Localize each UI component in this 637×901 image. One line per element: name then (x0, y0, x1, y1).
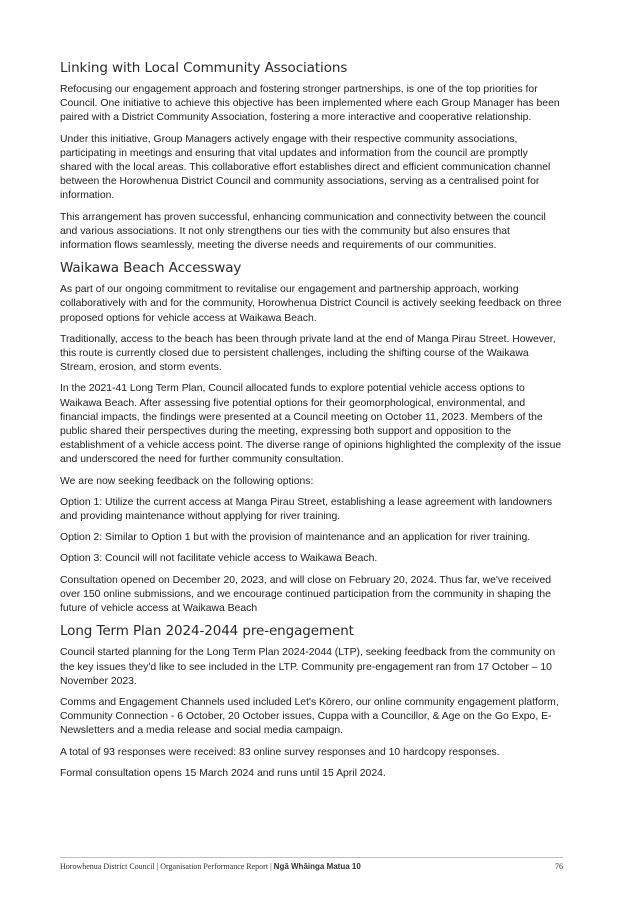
paragraph: Comms and Engagement Channels used included Let's Kōrero, our online community engagement platform, Community Connection - 6 October, 20 October issues, Cuppa with a Councillor, & Age on the Go Expo, E-Newsletters and a media release and social media campaign. (60, 696, 559, 737)
paragraph: A total of 93 responses were received: 83 online survey responses and 10 hardcopy responses. (60, 746, 500, 758)
footer-caption (60, 862, 361, 871)
option-item: Option 3: Council will not facilitate vehicle access to Waikawa Beach. (60, 553, 378, 565)
paragraph: This arrangement has proven successful, enhancing communication and connectivity between the council and various associations. It not only strengthens our ties with the community but also ensures that information flows seamlessly, meeting the diverse needs and requirements of our communities. (60, 211, 546, 252)
document-body (60, 60, 562, 788)
paragraph: Traditionally, access to the beach has been through private land at the end of Manga Pirau Street. However, this route is currently closed due to persistent challenges, including the shifting course of the Waikawa Stream, erosion, and storm events. (60, 333, 556, 374)
page-number: 76 (555, 862, 563, 871)
paragraph: We are now seeking feedback on the following options: (60, 475, 314, 487)
section-heading: Long Term Plan 2024-2044 pre-engagement (60, 623, 354, 640)
footer-report-title: Ngā Whāinga Matua 10 (273, 862, 361, 871)
section-waikawa-beach (60, 260, 562, 616)
paragraph: Consultation opened on December 20, 2023, and will close on February 20, 2024. Thus far, we've received over 150 online submissions, and we encourage continued participation from the community in shaping the future of vehicle access at Waikawa Beach (60, 574, 552, 615)
section-long-term-plan (60, 623, 562, 781)
footer-divider (60, 857, 563, 858)
section-heading: Linking with Local Community Associations (60, 60, 348, 76)
paragraph: Refocusing our engagement approach and fostering stronger partnerships, is one of the top priorities for Council. One initiative to achieve this objective has been implemented where each Group Manager has been paired with a District Community Association, fostering a more interactive and cooperative relationship. (60, 84, 560, 124)
paragraph: Under this initiative, Group Managers actively engage with their respective community associations, participating in meetings and ensuring that vital updates and information from the council are promptly shared with the local areas. This collaborative effort establishes direct and efficient communication channel between the Horowhenua District Council and community associations, serving as a centralised point for information. (60, 133, 551, 202)
page-footer (60, 862, 563, 871)
paragraph: Council started planning for the Long Term Plan 2024-2044 (LTP), seeking feedback from the community on the key issues they'd like to see included in the LTP. Community pre-engagement ran from 17 October – 10 November 2023. (60, 647, 556, 687)
section-heading: Waikawa Beach Accessway (60, 260, 242, 277)
paragraph: Formal consultation opens 15 March 2024 and runs until 15 April 2024. (60, 767, 386, 779)
option-item: Option 1: Utilize the current access at Manga Pirau Street, establishing a lease agreement with landowners and providing maintenance without applying for river training. (60, 496, 553, 523)
paragraph: As part of our ongoing commitment to revitalise our engagement and partnership approach, working collaboratively with and for the community, Horowhenua District Council is actively seeking feedback on three proposed options for vehicle access at Waikawa Beach. (60, 284, 562, 324)
section-community-associations (60, 60, 562, 253)
option-item: Option 2: Similar to Option 1 but with the provision of maintenance and an application for river training. (60, 532, 531, 544)
paragraph: In the 2021-41 Long Term Plan, Council allocated funds to explore potential vehicle access options to Waikawa Beach. After assessing five potential options for their geomorphological, environmental, and financial impacts, the findings were presented at a Council meeting on October 11, 2023. Members of the public shared their perspectives during the meeting, expressing both support and opposition to the establishment of a vehicle access point. The diverse range of opinions highlighted the complexity of the issue and underscored the need for further community consultation. (60, 383, 562, 466)
footer-org-text: Horowhenua District Council | Organisation Performance Report | (60, 862, 274, 871)
